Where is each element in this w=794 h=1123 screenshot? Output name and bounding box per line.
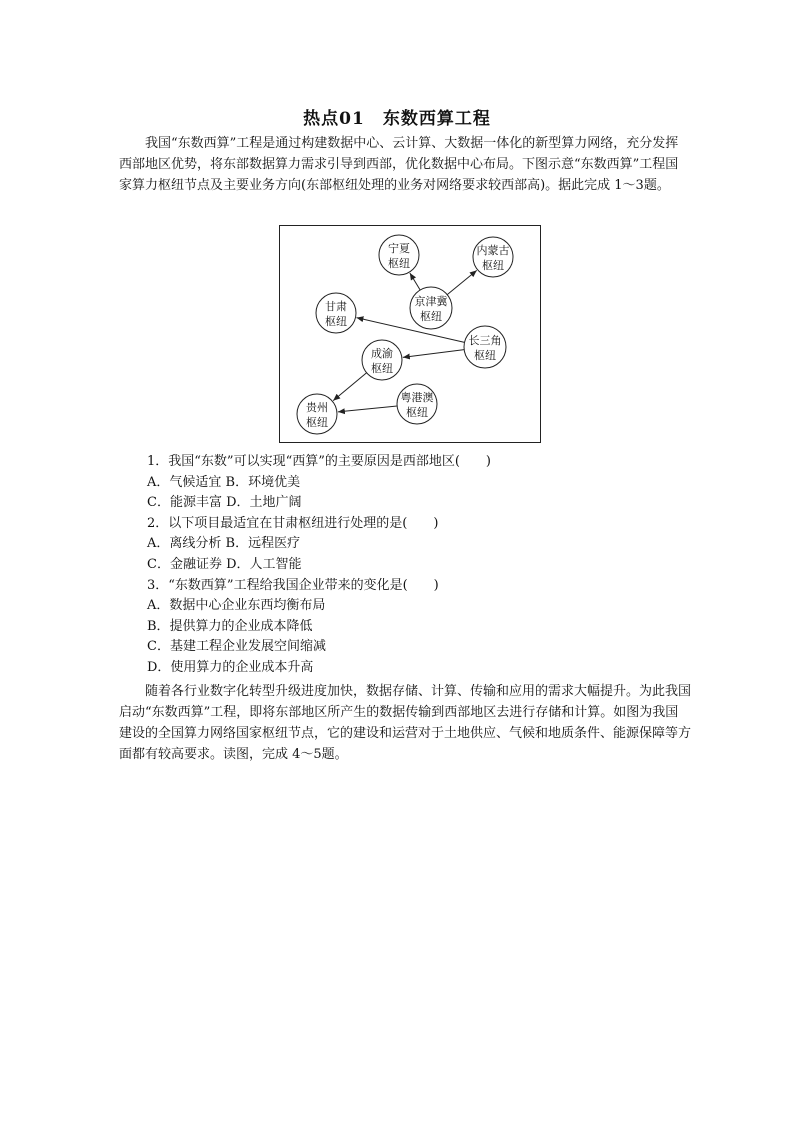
hub-node-ningxia [379,235,419,275]
hub-node-suffix: 枢纽 [406,406,428,419]
hub-node-guizhou [297,394,337,434]
question-3-option-c: C．基建工程企业发展空间缩减 [147,639,326,655]
hub-node-suffix: 枢纽 [474,349,496,362]
arrow-changsanjiao-to-gansu [356,318,464,343]
hub-node-gansu [316,293,356,333]
hub-node-suffix: 枢纽 [388,257,410,270]
page-title: 热点01 东数西算工程 [303,109,491,129]
hub-node-suffix: 枢纽 [482,259,504,272]
question-1-options-ab: A．气候适宜 B．环境优美 [147,474,301,490]
question-1-stem: 1．我国“东数”可以实现“西算”的主要原因是西部地区( ) [147,454,491,469]
hub-node-name: 成渝 [371,347,393,360]
question-3-option-a: A．数据中心企业东西均衡布局 [147,598,326,614]
question-2-options-ab: A．离线分析 B．远程医疗 [147,536,301,552]
hub-node-name: 内蒙古 [476,244,510,257]
arrow-jingjinji-to-ningxia [410,273,420,290]
question-list [147,452,707,679]
hub-diagram-svg [280,226,540,442]
hub-node-suffix: 枢纽 [325,315,347,328]
second-paragraph: 随着各行业数字化转型升级进度加快，数据存储、计算、传输和应用的需求大幅提升。为此我国启动“东数西算”工程，即将东部地区所产生的数据传输到西部地区去进行存储和计算。如图为我国建设的全国算力网络国家枢纽节点，它的建设和运营对于土地供应、气候和地质条件、能源保障等方面都有较高要求。读图，完成 4～5题。 [119,684,692,762]
arrow-chengyu-to-guizhou [333,373,366,401]
hub-node-name: 宁夏 [388,242,410,255]
hub-diagram [279,225,541,443]
question-1-options-cd: C．能源丰富 D．土地广阔 [147,495,302,511]
hub-node-suffix: 枢纽 [420,310,442,323]
arrow-jingjinji-to-neimenggu [447,270,477,294]
hub-node-name: 粤港澳 [400,391,434,404]
hub-node-chengyu [362,340,402,380]
hub-node-name: 甘肃 [325,300,347,313]
hub-node-name: 京津冀 [414,295,448,308]
arrow-changsanjiao-to-chengyu [403,350,464,358]
hub-node-neimenggu [473,237,513,277]
question-3-option-b: B．提供算力的企业成本降低 [147,618,313,634]
arrow-yuegangao-to-guizhou [338,406,397,412]
hub-node-suffix: 枢纽 [371,362,393,375]
hub-node-jingjinji [410,287,452,329]
hub-node-changsanjiao [464,326,506,368]
hub-node-name: 贵州 [306,401,328,414]
hub-node-suffix: 枢纽 [306,416,328,429]
question-2-stem: 2．以下项目最适宜在甘肃枢纽进行处理的是( ) [147,515,439,531]
question-3-option-d: D．使用算力的企业成本升高 [147,659,314,675]
question-2-options-cd: C．金融证券 D．人工智能 [147,556,302,572]
hub-node-name: 长三角 [468,334,502,347]
hub-node-yuegangao [397,384,437,424]
question-3-stem: 3．“东数西算”工程给我国企业带来的变化是( ) [147,577,439,593]
intro-paragraph: 我国“东数西算”工程是通过构建数据中心、云计算、大数据一体化的新型算力网络，充分发挥西部地区优势，将东部数据算力需求引导到西部，优化数据中心布局。下图示意“东数西算”工程国家算力枢纽节点及主要业务方向(东部枢纽处理的业务对网络要求较西部高)。据此完成 1～3题。 [119,136,679,193]
